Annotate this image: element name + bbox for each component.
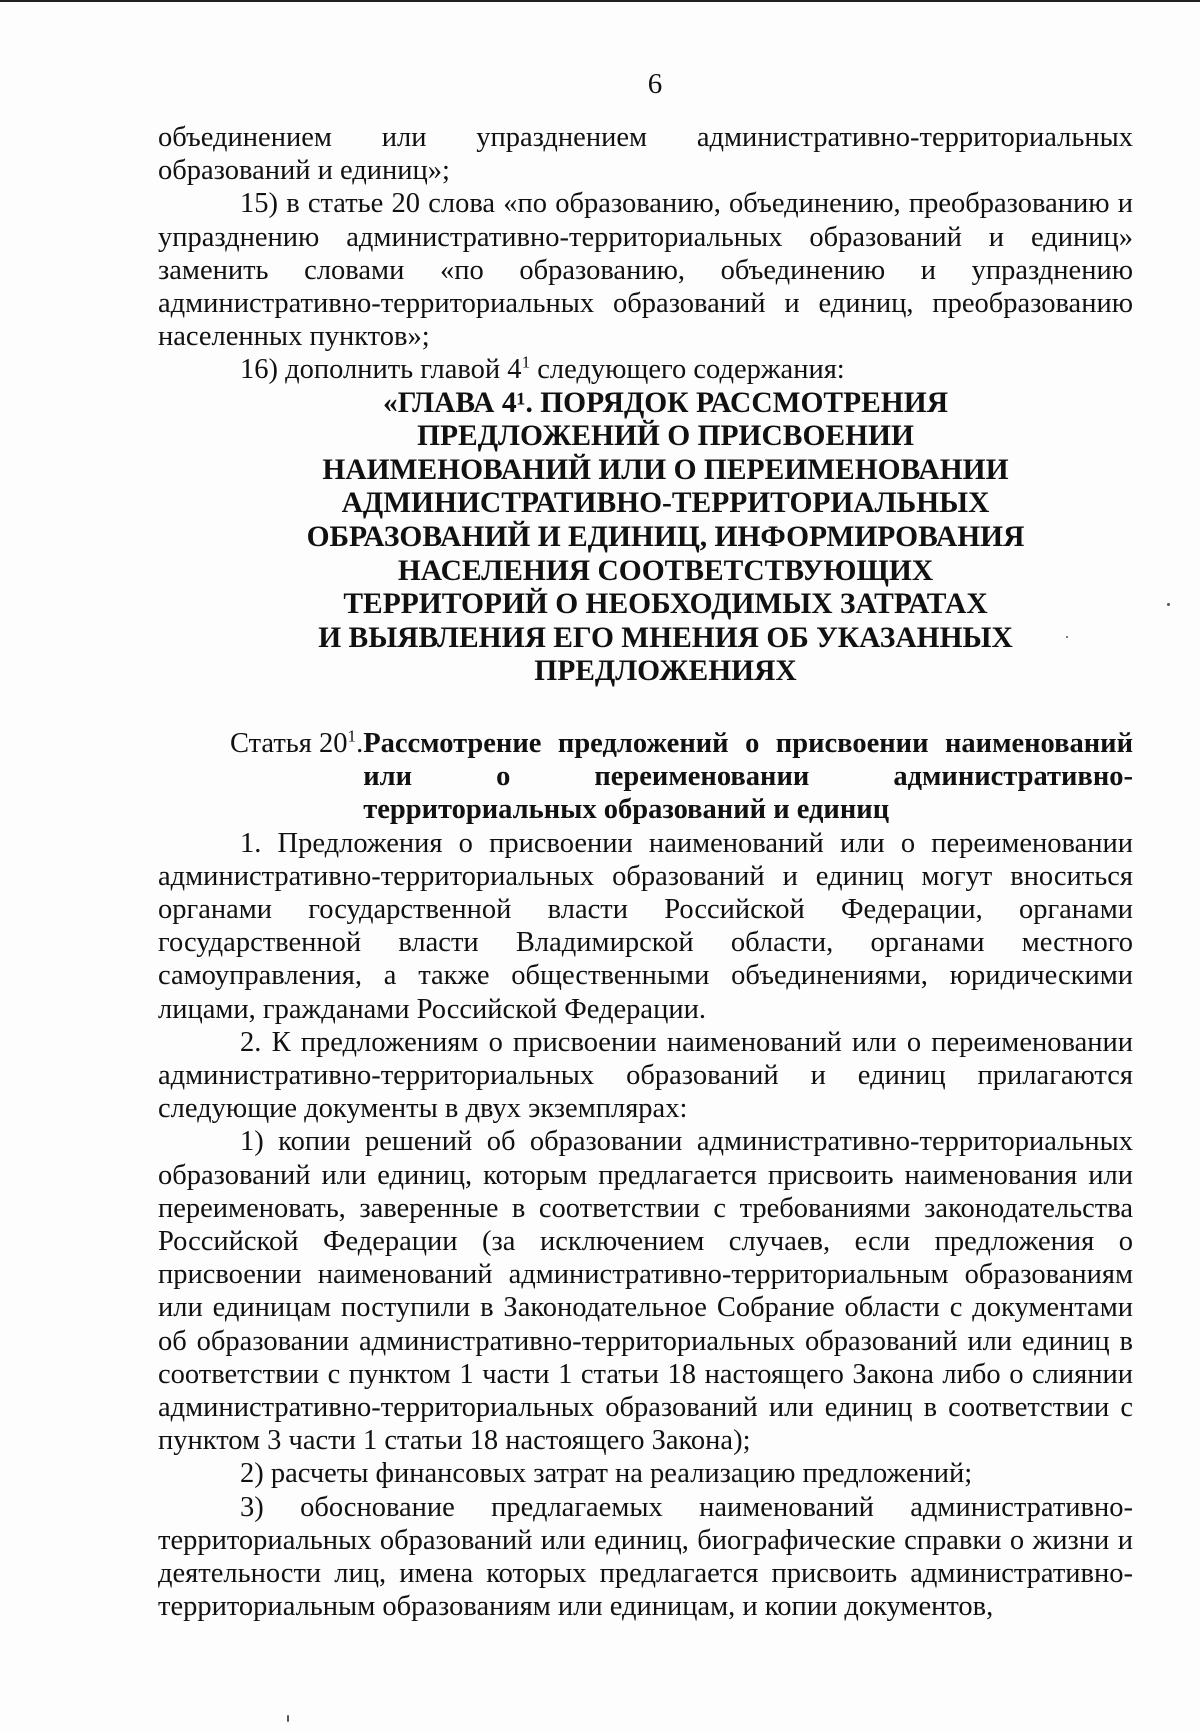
chapter-heading-line: НАИМЕНОВАНИЙ ИЛИ О ПЕРЕИМЕНОВАНИИ	[322, 453, 1009, 486]
article-heading	[158, 727, 1133, 827]
article-label-dot: .	[356, 727, 364, 759]
subitem-1: 1) копии решений об образовании административно-территориальных образований или единиц, которым предлагается присвоить наименования или переименовать, заверенные в соответствии с требованиями законодательства Российской Федерации (за исключением случаев, если предложения о присвоении наименований административно-территориальным образованиям или единицам поступили в Законодательное Собрание области с документами об образовании административно-территориальных образований или единиц в соответствии с пунктом 1 части 1 статьи 18 настоящего Закона либо о слиянии административно-территориальных образований или единиц в соответствии с пунктом 3 части 1 статьи 18 настоящего Закона);	[158, 1126, 1133, 1457]
paragraph-item-15: 15) в статье 20 слова «по образованию, объединению, преобразованию и упразднению административно-территориальных образований и единиц» заменить словами «по образованию, объединению и упразднению административно-территориальных образований и единиц, преобразованию населенных пунктов»;	[158, 188, 1133, 353]
chapter-heading-line: НАСЕЛЕНИЯ СООТВЕТСТВУЮЩИХ	[397, 554, 934, 587]
article-number: Статья 20	[230, 727, 348, 759]
paragraph-continuation: объединением или упразднением административно-территориальных образований и единиц»;	[158, 122, 1133, 187]
page-number: 6	[647, 68, 663, 100]
scan-speck	[1066, 636, 1068, 638]
item-16-text: 16) дополнить главой 4	[240, 354, 522, 386]
top-border-line	[0, 0, 1200, 2]
subitem-3: 3) обоснование предлагаемых наименований административно-территориальных образований или единиц, биографические справки о жизни и деятельности лиц, имена которых предлагается присвоить административно-территориальным образованиям или единицам, и копии документов,	[158, 1491, 1133, 1623]
document-body	[158, 121, 1133, 1623]
article-superscript: 1	[347, 726, 357, 746]
scan-speck	[287, 1715, 289, 1722]
scan-speck	[1167, 603, 1170, 606]
chapter-heading-line: ПРЕДЛОЖЕНИЙ О ПРИСВОЕНИИ	[417, 420, 914, 453]
chapter-superscript: 1	[521, 352, 531, 372]
paragraph-item-16	[158, 353, 1133, 386]
chapter-heading-line: «ГЛАВА 4¹. ПОРЯДОК РАССМОТРЕНИЯ	[383, 386, 948, 419]
subitem-2: 2) расчеты финансовых затрат на реализацию предложений;	[240, 1458, 973, 1490]
paragraph-point-2: 2. К предложениям о присвоении наименований или о переименовании административно-территориальных образований и единиц прилагаются следующие документы в двух экземплярах:	[158, 1026, 1133, 1125]
article-label	[158, 727, 363, 827]
paragraph-point-1: 1. Предложения о присвоении наименований или о переименовании административно-территориальных образований и единиц могут вноситься органами государственной власти Российской Федерации, органами государственной власти Владимирской области, органами местного самоуправления, а также общественными объединениями, юридическими лицами, гражданами Российской Федерации.	[158, 827, 1133, 1025]
chapter-heading-line: И ВЫЯВЛЕНИЯ ЕГО МНЕНИЯ ОБ УКАЗАННЫХ	[318, 621, 1013, 654]
chapter-heading-line: ОБРАЗОВАНИЙ И ЕДИНИЦ, ИНФОРМИРОВАНИЯ	[306, 521, 1025, 553]
chapter-heading	[158, 387, 1133, 689]
chapter-heading-line: АДМИНИСТРАТИВНО-ТЕРРИТОРИАЛЬНЫХ	[341, 487, 990, 520]
chapter-heading-line: ТЕРРИТОРИЙ О НЕОБХОДИМЫХ ЗАТРАТАХ	[343, 588, 988, 621]
item-16-text-end: следующего содержания:	[530, 354, 845, 386]
article-title: Рассмотрение предложений о присвоении наименований или о переименовании административно-территориальных образований и единиц	[363, 727, 1133, 826]
chapter-heading-line: ПРЕДЛОЖЕНИЯХ	[534, 655, 797, 688]
